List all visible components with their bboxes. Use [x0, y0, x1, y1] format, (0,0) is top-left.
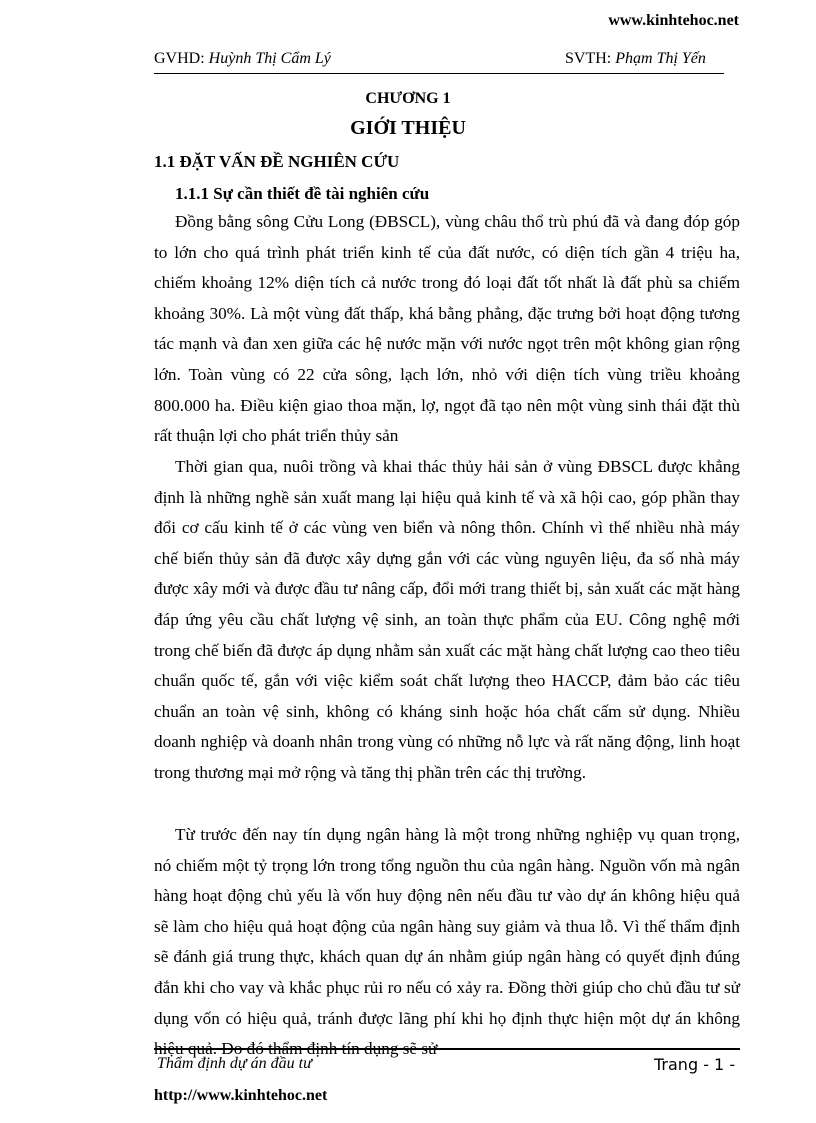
- paragraph-3: Từ trước đến nay tín dụng ngân hàng là một trong những nghiệp vụ quan trọng, nó chiếm một tỷ trọng lớn trong tổng nguồn thu của ngân hàng. Nguồn vốn mà ngân hàng hoạt động chủ yếu là vốn huy động nên nếu đầu tư vào dự án không hiệu quả sẽ làm cho hiệu quả hoạt động của ngân hàng suy giảm và thua lỗ. Vì thế thẩm định sẽ đánh giá trung thực, khách quan dự án nhằm giúp ngân hàng có quyết định đúng đắn khi cho vay và khắc phục rủi ro nếu có xảy ra. Đồng thời giúp cho chủ đầu tư sử dụng vốn có hiệu quả, tránh được lãng phí khi họ định thực hiện một dự án không hiệu quả. Do đó thẩm định tín dụng sẽ sử: [154, 825, 740, 1059]
- chapter-title: GIỚI THIỆU: [350, 117, 466, 139]
- page-header: [154, 47, 724, 74]
- student-label: SVTH:: [565, 50, 612, 67]
- paragraph-2: Thời gian qua, nuôi trồng và khai thác thủy hải sản ở vùng ĐBSCL được khẳng định là những nghề sản xuất mang lại hiệu quả kinh tế và xã hội cao, góp phần thay đổi cơ cấu kinh tế ở các vùng ven biển và nông thôn. Chính vì thế nhiều nhà máy chế biến thủy sản đã được xây dựng gắn với các vùng nguyên liệu, đa số nhà máy được xây mới và được đầu tư nâng cấp, đổi mới trang thiết bị, sản xuất các mặt hàng đáp ứng yêu cầu chất lượng vệ sinh, an toàn thực phẩm của EU. Công nghệ mới trong chế biến đã được áp dụng nhằm sản xuất các mặt hàng chất lượng cao theo tiêu chuẩn quốc tế, gắn với việc kiểm soát chất lượng theo HACCP, đảm bảo các tiêu chuẩn an toàn vệ sinh, không có kháng sinh hoặc hóa chất cấm sử dụng. Nhiều doanh nghiệp và doanh nhân trong vùng có những nỗ lực và rất năng động, linh hoạt trong thương mại mở rộng và tăng thị phần trên các thị trường.: [154, 457, 740, 782]
- header-student: [565, 50, 706, 68]
- section-heading: 1.1 ĐẶT VẤN ĐỀ NGHIÊN CỨU: [154, 152, 400, 171]
- top-site-url: www.kinhtehoc.net: [608, 12, 739, 29]
- student-name: Phạm Thị Yến: [615, 50, 706, 67]
- paragraph-1: Đồng bằng sông Cửu Long (ĐBSCL), vùng châu thổ trù phú đã và đang đóp góp to lớn cho quá trình phát triển kinh tế của đất nước, có diện tích gần 4 triệu ha, chiếm khoảng 12% diện tích cả nước trong đó loại đất tốt nhất là đất phù sa chiếm khoảng 30%. Là một vùng đất thấp, khá bằng phẳng, đặc trưng bởi hoạt động tương tác mạnh và đan xen giữa các hệ nước mặn với nước ngọt trên một không gian rộng lớn. Toàn vùng có 22 cửa sông, lạch lớn, nhỏ với diện tích vùng triều khoảng 800.000 ha. Điều kiện giao thoa mặn, lợ, ngọt đã tạo nên một vùng sinh thái đặt thù rất thuận lợi cho phát triển thủy sản: [154, 212, 740, 446]
- header-supervisor: [154, 50, 331, 68]
- subsection-heading: 1.1.1 Sự cần thiết đề tài nghiên cứu: [175, 184, 430, 203]
- page-number: Trang - 1 -: [654, 1055, 736, 1074]
- supervisor-label: GVHD:: [154, 50, 205, 67]
- bottom-url: http://www.kinhtehoc.net: [154, 1087, 328, 1104]
- supervisor-name: Huỳnh Thị Cẩm Lý: [208, 50, 331, 67]
- footer-divider: [154, 1048, 740, 1050]
- footer-document-title: Thẩm định dự án đầu tư: [157, 1055, 312, 1072]
- chapter-number: CHƯƠNG 1: [365, 90, 451, 107]
